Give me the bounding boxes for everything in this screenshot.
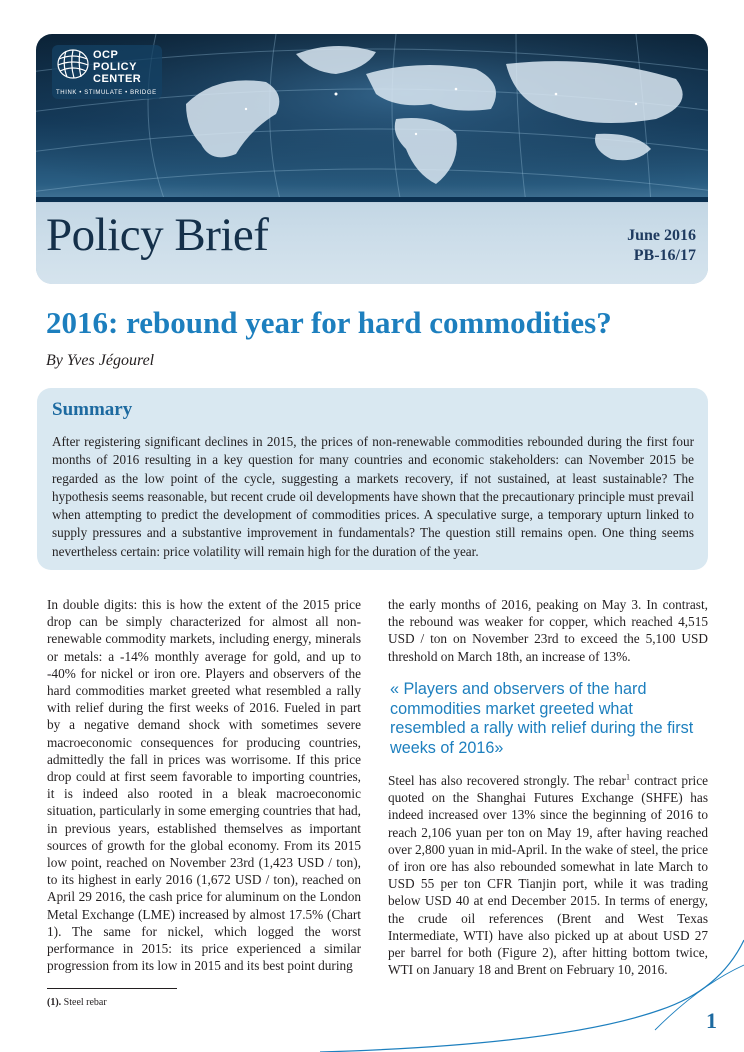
page-number: 1 xyxy=(706,1008,717,1033)
footnote-reference: 1 xyxy=(625,772,630,782)
document-title: 2016: rebound year for hard commodities? xyxy=(46,305,612,340)
body-left-column: In double digits: this is how the extent of the 2015 price drop can be simply characterized for almost all non-renewable commodity markets, including energy, minerals or metals: a -14% monthly average for gold, and up to -40% for nickel or iron ore. Players and observers of the hard commodities market greeted what resembled a rally with relief during the first weeks of 2016. Fueled in part by a negative demand shock with sometimes severe macroeconomic consequences for producing countries, admittedly the fall in prices was worrisome. If this price drop could at first seem favorable to importing countries, it is indeed also rooted in a bleak macroeconomic situation, particularly in some emerging countries that had, in previous years, established themselves as important sources of growth for the global economy. From its 2015 low point, reached on November 23rd (1,423 USD / ton), to its highest in early 2016 (1,672 USD / ton), reached on April 29 2016, the cash price for aluminum on the London Metal Exchange (LME) increased by almost 17.5% (Chart 1). The same for nickel, which logged the worst performance in 2015: its price experienced a similar progression from its low in 2015 and its best point during xyxy=(47,597,361,974)
body-text-segment: contract price quoted on the Shanghai Futures Exchange (SHFE) has indeed increased over 13% since the beginning of 2016 to reach 2,106 yuan per ton on May 19, after having reached over 2,800 yuan in mid-April. In the wake of steel, the price of iron ore has also rebounded somewhat in late March to USD 55 per ton CFR Tianjin port, while it was trading below USD 40 at end December 2015. In terms of energy, the crude oil references (Brent and West Texas Intermediate, WTI) have also picked up at about USD 27 per barrel for both (Figure 2), after hitting bottom twice, WTI on January 18 and Brent on February 10, 2016. xyxy=(388,773,708,978)
publication-date: June 2016 xyxy=(627,227,696,244)
publication-reference: PB-16/17 xyxy=(633,247,696,264)
logo-text-line1: OCP xyxy=(93,49,119,61)
pull-quote: « Players and observers of the hard commodities market greeted what resembled a rally with relief during the first weeks of 2016» xyxy=(390,680,694,757)
body-text-segment: Steel has also recovered strongly. The rebar xyxy=(388,773,626,788)
series-title: Policy Brief xyxy=(46,209,269,261)
summary-text: After registering significant declines in 2015, the prices of non-renewable commodities rebounded during the first four months of 2016 resulting in a key question for many countries and economic stakeholders: can November 2015 be regarded as the low point of the cycle, suggesting a markets recovery, if not sustained, at least sustainable? The hypothesis seems reasonable, but recent crude oil developments have shown that the precautionary principle must prevail when attempting to predict the development of commodities prices. A speculative surge, a temporary upturn linked to supply pressures and a substantive improvement in fundamentals? The question still remains open. One thing seems nevertheless certain: price volatility will remain high for the duration of the year. xyxy=(52,434,694,559)
footnote-marker: (1). xyxy=(47,997,62,1008)
body-right-column-bottom xyxy=(388,772,708,978)
author-byline: By Yves Jégourel xyxy=(46,352,155,369)
globe-icon xyxy=(56,47,90,81)
logo-text-line3: CENTER xyxy=(93,73,142,85)
footnote xyxy=(47,997,107,1008)
footnote-divider xyxy=(47,988,177,989)
body-right-column-top: the early months of 2016, peaking on May 3. In contrast, the rebound was weaker for copper, which reached 4,515 USD / ton on November 23rd to exceed the 5,100 USD threshold on March 18th, an increase of 13%. xyxy=(388,597,708,664)
footnote-text: Steel rebar xyxy=(61,997,107,1008)
logo-tagline: THINK • STIMULATE • BRIDGE xyxy=(56,90,157,96)
logo-text-line2: POLICY xyxy=(93,61,137,73)
summary-heading: Summary xyxy=(52,399,133,420)
